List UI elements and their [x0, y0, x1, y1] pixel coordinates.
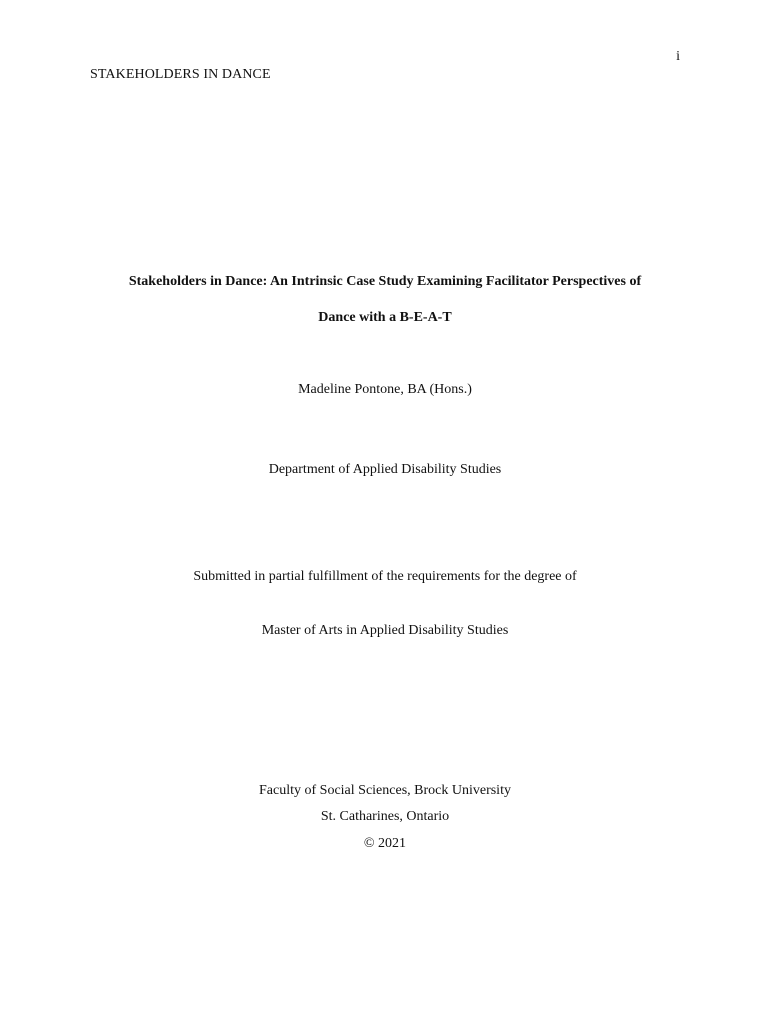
running-head: STAKEHOLDERS IN DANCE [90, 67, 271, 82]
degree-name: Master of Arts in Applied Disability Studies [261, 623, 509, 638]
copyright-notice: © 2021 [363, 836, 407, 851]
location: St. Catharines, Ontario [320, 809, 450, 824]
author-name: Madeline Pontone, BA (Hons.) [298, 382, 472, 397]
thesis-title-line-2: Dance with a B-E-A-T [318, 310, 452, 325]
page-number: i [676, 49, 680, 64]
submission-statement: Submitted in partial fulfillment of the requirements for the degree of [193, 569, 577, 584]
thesis-title-line-1: Stakeholders in Dance: An Intrinsic Case Study Examining Facilitator Perspectives of [128, 274, 642, 289]
faculty-university: Faculty of Social Sciences, Brock University [259, 783, 511, 798]
department-name: Department of Applied Disability Studies [268, 462, 502, 477]
